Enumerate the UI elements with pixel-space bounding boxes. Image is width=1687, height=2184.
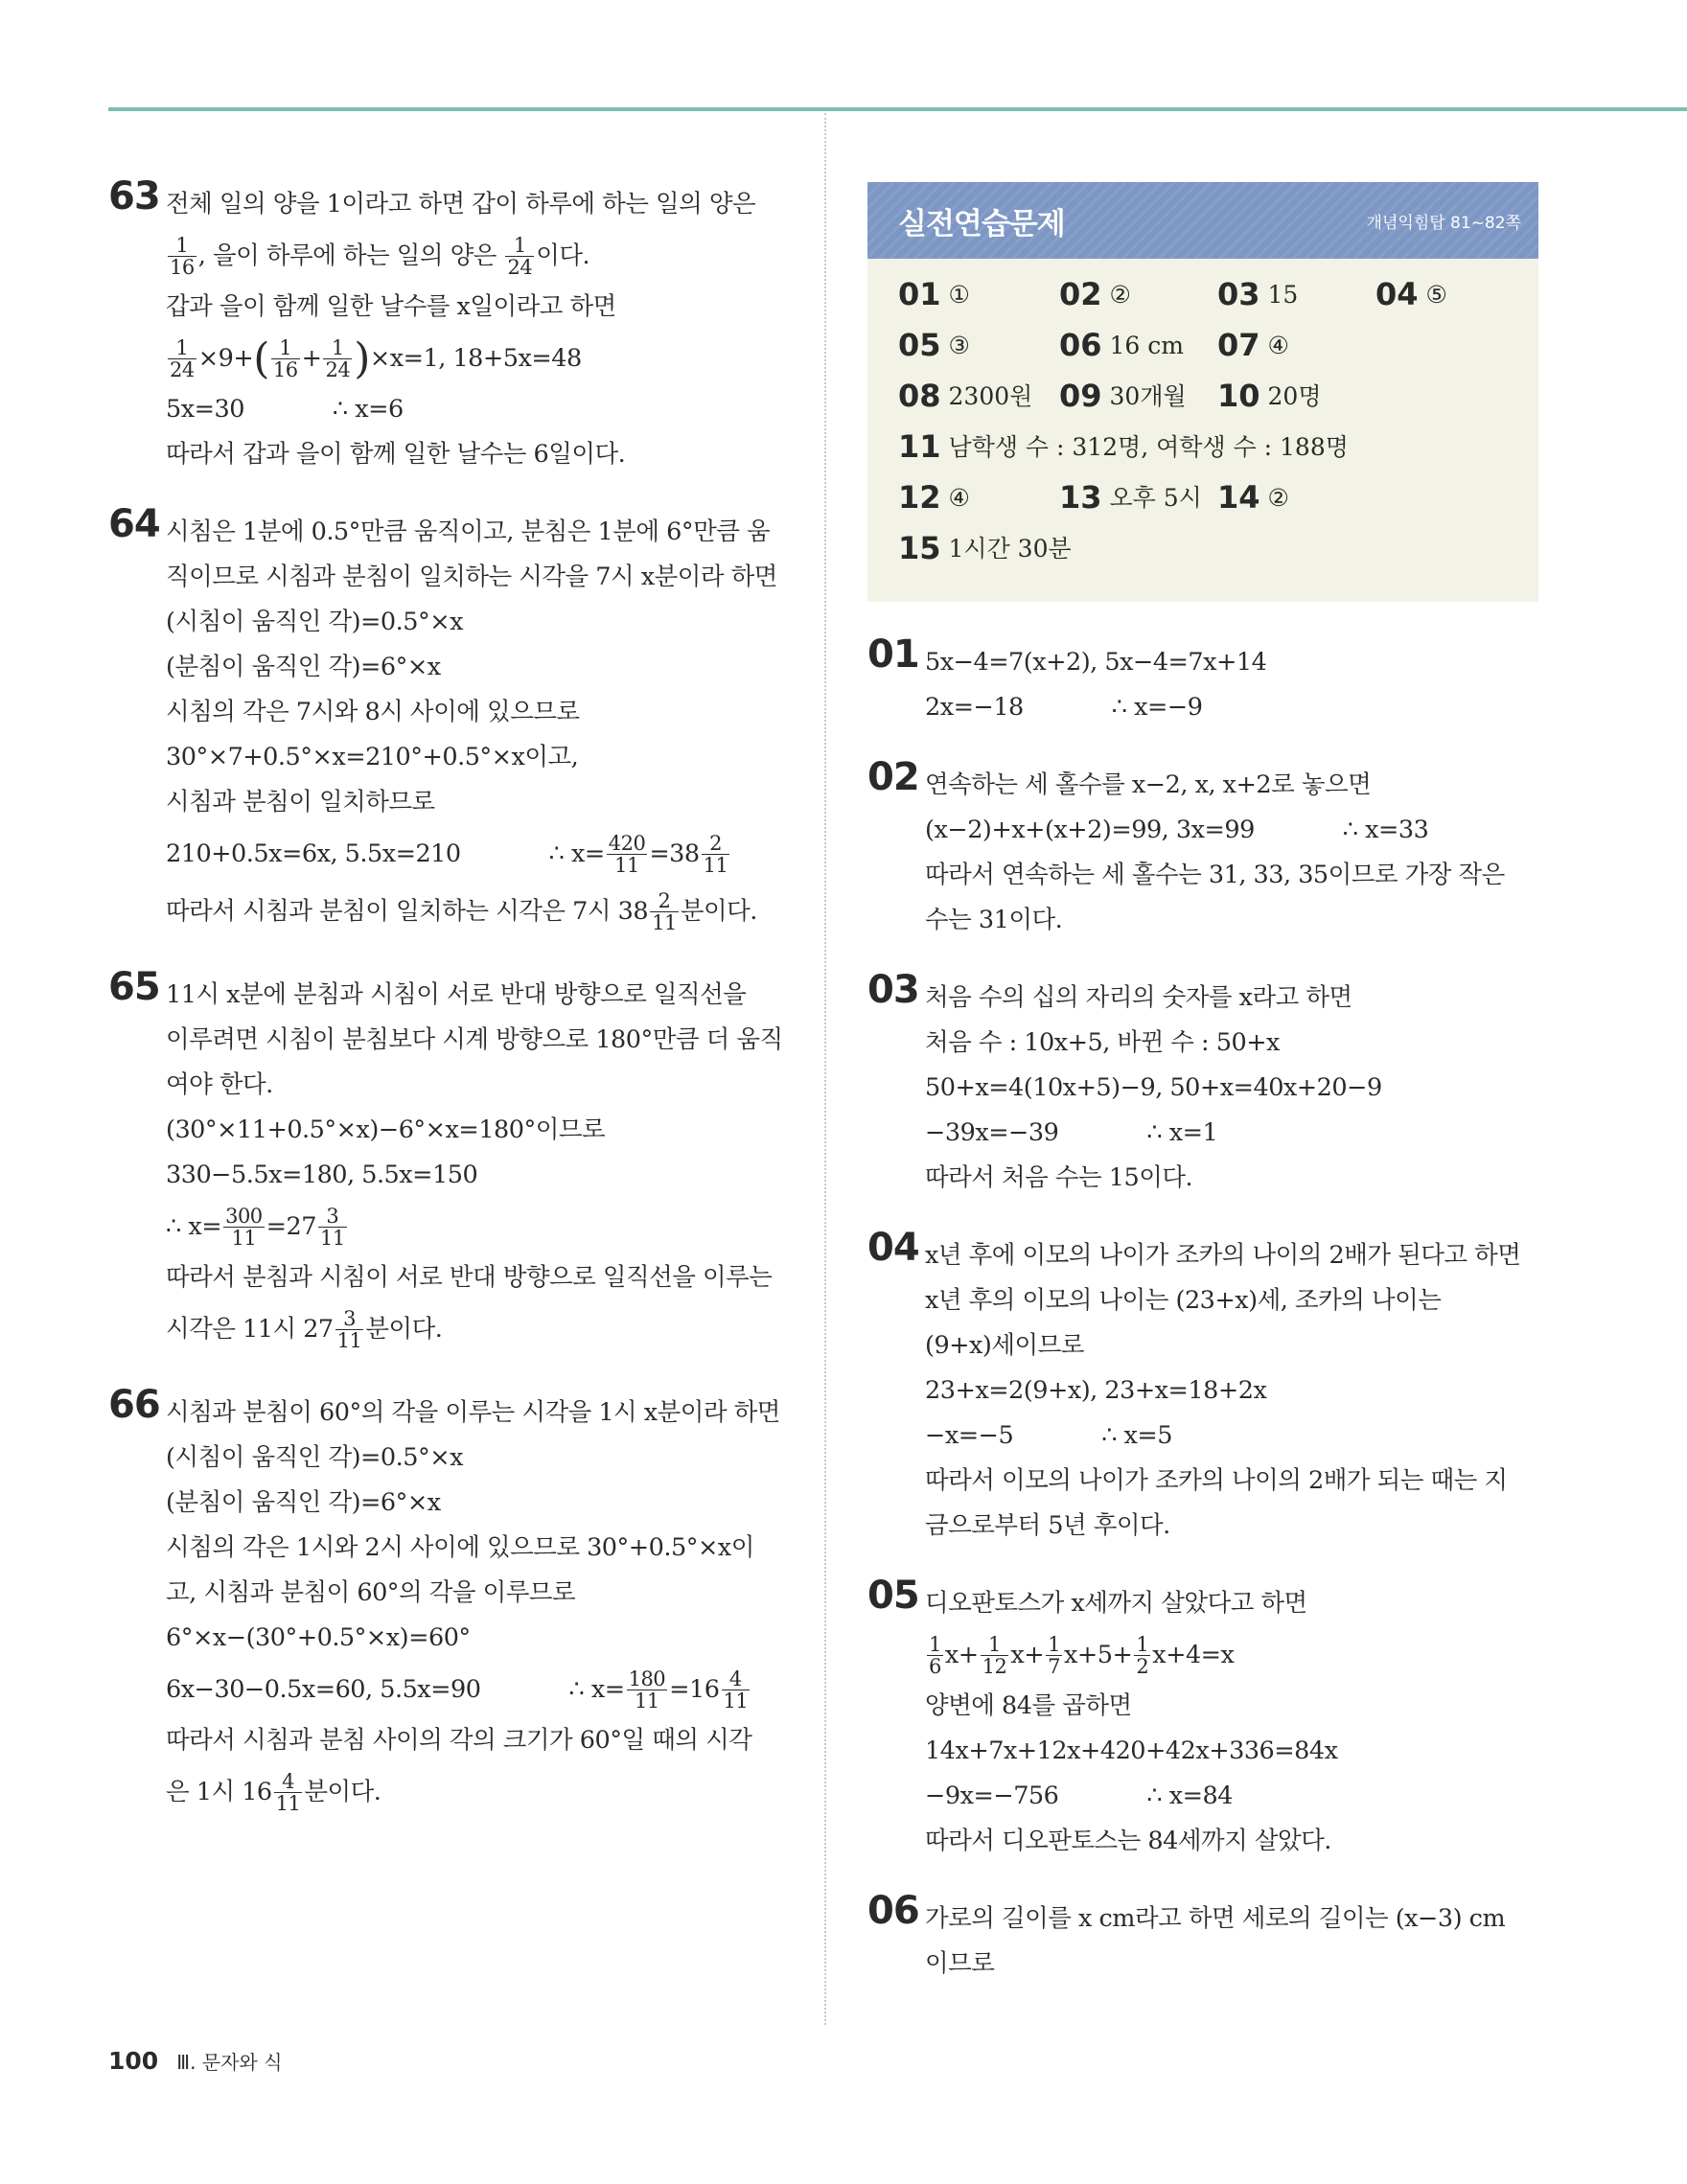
text-line: 처음 수 : 10x+5, 바뀐 수 : 50+x <box>925 1028 1280 1057</box>
text-line: −x=−5 ∴ x=5 <box>925 1421 1173 1450</box>
solution-66 <box>108 1383 780 1821</box>
text-line: 이므로 <box>925 1949 995 1978</box>
text-line: 직이므로 시침과 분침이 일치하는 시각을 7시 x분이라 하면 <box>166 563 777 591</box>
solution-64 <box>108 502 779 940</box>
text-line: 따라서 연속하는 세 홀수는 31, 33, 35이므로 가장 작은 <box>925 861 1505 889</box>
problem-number: 04 <box>867 1226 919 1270</box>
text-line: −9x=−756 ∴ x=84 <box>925 1782 1233 1810</box>
text-line: 시침의 각은 1시와 2시 사이에 있으므로 30°+0.5°×x이 <box>166 1533 754 1562</box>
text-line: 따라서 이모의 나이가 조카의 나이의 2배가 되는 때는 지 <box>925 1466 1508 1495</box>
problem-number: 01 <box>867 632 919 677</box>
column-divider <box>824 113 826 2025</box>
fraction: $\frac{2}{11}$ <box>652 889 677 934</box>
answer-item: 06 16 cm <box>1059 327 1184 363</box>
answer-summary-box <box>867 182 1538 602</box>
text-line: (분침이 움직인 각)=6°×x <box>166 653 441 681</box>
fraction: $\frac{1}{24}$ <box>170 336 195 381</box>
text-line: 210+0.5x=6x, 5.5x=210 ∴ x= $\frac{420}{11}$ =38 $\frac{2}{11}$ <box>166 832 728 877</box>
text-line: 시각은 11시 27 $\frac{3}{11}$ 분이다. <box>166 1307 443 1352</box>
text-line: 따라서 처음 수는 15이다. <box>925 1163 1193 1192</box>
right-column <box>867 632 1538 1987</box>
solution-02 <box>867 755 1538 943</box>
fraction: $\frac{4}{11}$ <box>723 1667 749 1713</box>
problem-number: 66 <box>108 1383 160 1427</box>
text-line: 시침과 분침이 60°의 각을 이루는 시각을 1시 x분이라 하면 <box>166 1398 780 1427</box>
fraction: $\frac{3}{11}$ <box>320 1205 345 1250</box>
text-line: 30°×7+0.5°×x=210°+0.5°×x이고, <box>166 743 579 771</box>
text-line: 수는 31이다. <box>925 906 1063 934</box>
left-column <box>108 174 783 1821</box>
text-line: 여야 한다. <box>166 1070 273 1099</box>
fraction: $\frac{1}{24}$ <box>507 234 533 279</box>
fraction: $\frac{2}{11}$ <box>703 832 728 877</box>
solution-63 <box>108 174 779 477</box>
answer-item: 10 20명 <box>1217 378 1322 414</box>
fraction: $\frac{1}{12}$ <box>982 1633 1007 1678</box>
solution-01 <box>867 632 1538 730</box>
fraction: $\frac{180}{11}$ <box>628 1667 666 1713</box>
answer-item: 01 ① <box>898 276 970 312</box>
answer-item: 08 2300원 <box>898 378 1033 414</box>
fraction: $\frac{3}{11}$ <box>336 1307 362 1352</box>
text-line: (분침이 움직인 각)=6°×x <box>166 1488 441 1517</box>
top-rule <box>108 107 1687 111</box>
fraction: $\frac{1}{24}$ <box>325 336 351 381</box>
text-line: 디오판토스가 x세까지 살았다고 하면 <box>925 1589 1307 1618</box>
text-line: 따라서 분침과 시침이 서로 반대 방향으로 일직선을 이루는 <box>166 1263 773 1292</box>
solution-04 <box>867 1226 1538 1549</box>
text-line: 시침은 1분에 0.5°만큼 움직이고, 분침은 1분에 6°만큼 움 <box>166 517 771 546</box>
text-line: $\frac{1}{6}$ x+ $\frac{1}{12}$ x+ $\frac{1}{7}$ x+5+ $\frac{1}{2}$ x+4=x <box>929 1633 1235 1678</box>
text-line: (30°×11+0.5°×x)−6°×x=180°이므로 <box>166 1115 606 1144</box>
fraction: $\frac{1}{16}$ <box>170 234 195 279</box>
text-line: 따라서 시침과 분침이 일치하는 시각은 7시 38 $\frac{2}{11}$ 분이다. <box>166 889 757 934</box>
text-line: 2x=−18 ∴ x=−9 <box>925 693 1203 722</box>
text-line: −39x=−39 ∴ x=1 <box>925 1118 1218 1147</box>
problem-number: 65 <box>108 965 160 1009</box>
problem-number: 06 <box>867 1889 919 1933</box>
answer-item: 03 15 <box>1217 276 1299 312</box>
text-line: 금으로부터 5년 후이다. <box>925 1511 1170 1540</box>
text-line: 14x+7x+12x+420+42x+336=84x <box>925 1736 1338 1765</box>
page-reference: 개념익힘탑 81~82쪽 <box>1366 214 1521 233</box>
chapter-title: Ⅲ. 문자와 식 <box>176 2051 283 2074</box>
text-line: 연속하는 세 홀수를 x−2, x, x+2로 놓으면 <box>925 770 1372 799</box>
fraction: $\frac{1}{2}$ <box>1136 1633 1149 1678</box>
text-line: (x−2)+x+(x+2)=99, 3x=99 ∴ x=33 <box>925 816 1429 844</box>
answer-item: 02 ② <box>1059 276 1131 312</box>
fraction: $\frac{300}{11}$ <box>225 1205 263 1250</box>
answer-item: 04 ⑤ <box>1375 276 1447 312</box>
fraction: $\frac{1}{7}$ <box>1048 1633 1060 1678</box>
text-line: 시침과 분침이 일치하므로 <box>166 788 435 816</box>
text-line: ∴ x= $\frac{300}{11}$ =27 $\frac{3}{11}$ <box>166 1205 345 1250</box>
answer-item: 07 ④ <box>1217 327 1289 363</box>
answer-item: 14 ② <box>1217 479 1289 516</box>
answer-item: 09 30개월 <box>1059 378 1187 414</box>
answer-item: 15 1시간 30분 <box>898 530 1072 566</box>
problem-number: 03 <box>867 968 919 1012</box>
fraction: $\frac{1}{16}$ <box>272 336 298 381</box>
problem-number: 64 <box>108 502 160 546</box>
fraction: $\frac{420}{11}$ <box>608 832 646 877</box>
text-line: 이루려면 시침이 분침보다 시계 방향으로 180°만큼 더 움직 <box>166 1025 783 1054</box>
text-line: (시침이 움직인 각)=0.5°×x <box>166 608 463 636</box>
text-line: 따라서 디오판토스는 84세까지 살았다. <box>925 1827 1331 1855</box>
text-line: x년 후의 이모의 나이는 (23+x)세, 조카의 나이는 <box>925 1286 1442 1315</box>
text-line: 처음 수의 십의 자리의 숫자를 x라고 하면 <box>925 983 1352 1012</box>
text-line: 고, 시침과 분침이 60°의 각을 이루므로 <box>166 1578 576 1607</box>
page-number: 100 <box>108 2047 159 2075</box>
answer-item: 13 오후 5시 <box>1059 479 1202 516</box>
text-line: 23+x=2(9+x), 23+x=18+2x <box>925 1376 1267 1405</box>
answer-box-header <box>867 182 1538 259</box>
text-line: 은 1시 16 $\frac{4}{11}$ 분이다. <box>166 1770 381 1815</box>
problem-number: 05 <box>867 1574 919 1618</box>
text-line: 5x=30 ∴ x=6 <box>166 395 404 424</box>
text-line: 시침의 각은 7시와 8시 사이에 있으므로 <box>166 698 580 726</box>
text-line: 갑과 을이 함께 일한 날수를 x일이라고 하면 <box>166 292 616 321</box>
page-footer <box>108 2047 282 2075</box>
solution-03 <box>867 968 1538 1201</box>
fraction: $\frac{4}{11}$ <box>275 1770 301 1815</box>
text-line: 5x−4=7(x+2), 5x−4=7x+14 <box>925 648 1267 677</box>
text-line: 50+x=4(10x+5)−9, 50+x=40x+20−9 <box>925 1073 1382 1102</box>
problem-number: 63 <box>108 174 160 218</box>
text-line: (9+x)세이므로 <box>925 1331 1084 1360</box>
problem-number: 02 <box>867 755 919 799</box>
text-line: 가로의 길이를 x cm라고 하면 세로의 길이는 (x−3) cm <box>925 1904 1506 1933</box>
text-line: 따라서 시침과 분침 사이의 각의 크기가 60°일 때의 시각 <box>166 1726 752 1755</box>
fraction: $\frac{1}{6}$ <box>929 1633 941 1678</box>
solution-06 <box>867 1889 1538 1987</box>
solution-65 <box>108 965 783 1358</box>
text-line: 전체 일의 양을 1이라고 하면 갑이 하루에 하는 일의 양은 <box>166 190 756 218</box>
answer-item: 11 남학생 수 : 312명, 여학생 수 : 188명 <box>898 428 1349 465</box>
text-line: 따라서 갑과 을이 함께 일한 날수는 6일이다. <box>166 440 626 469</box>
text-line: 6x−30−0.5x=60, 5.5x=90 ∴ x= $\frac{180}{11}$ =16 $\frac{4}{11}$ <box>166 1667 749 1713</box>
answer-item: 05 ③ <box>898 327 970 363</box>
answer-item: 12 ④ <box>898 479 970 516</box>
text-line: $\frac{1}{16}$ , 을이 하루에 하는 일의 양은 $\frac{1}{24}$ 이다. <box>170 234 590 279</box>
solution-05 <box>867 1574 1538 1864</box>
text-line: (시침이 움직인 각)=0.5°×x <box>166 1443 463 1472</box>
text-line: 6°×x−(30°+0.5°×x)=60° <box>166 1623 471 1652</box>
text-line: 양변에 84를 곱하면 <box>925 1691 1132 1720</box>
text-line: 11시 x분에 분침과 시침이 서로 반대 방향으로 일직선을 <box>166 980 747 1009</box>
section-title: 실전연습문제 <box>898 207 1065 241</box>
text-line: 330−5.5x=180, 5.5x=150 <box>166 1161 478 1189</box>
text-line: x년 후에 이모의 나이가 조카의 나이의 2배가 된다고 하면 <box>925 1241 1521 1270</box>
text-line: $\frac{1}{24}$ ×9+( $\frac{1}{16}$ + $\frac{1}{24}$ )×x=1, 18+5x=48 <box>170 334 582 383</box>
answer-grid <box>867 259 1538 566</box>
